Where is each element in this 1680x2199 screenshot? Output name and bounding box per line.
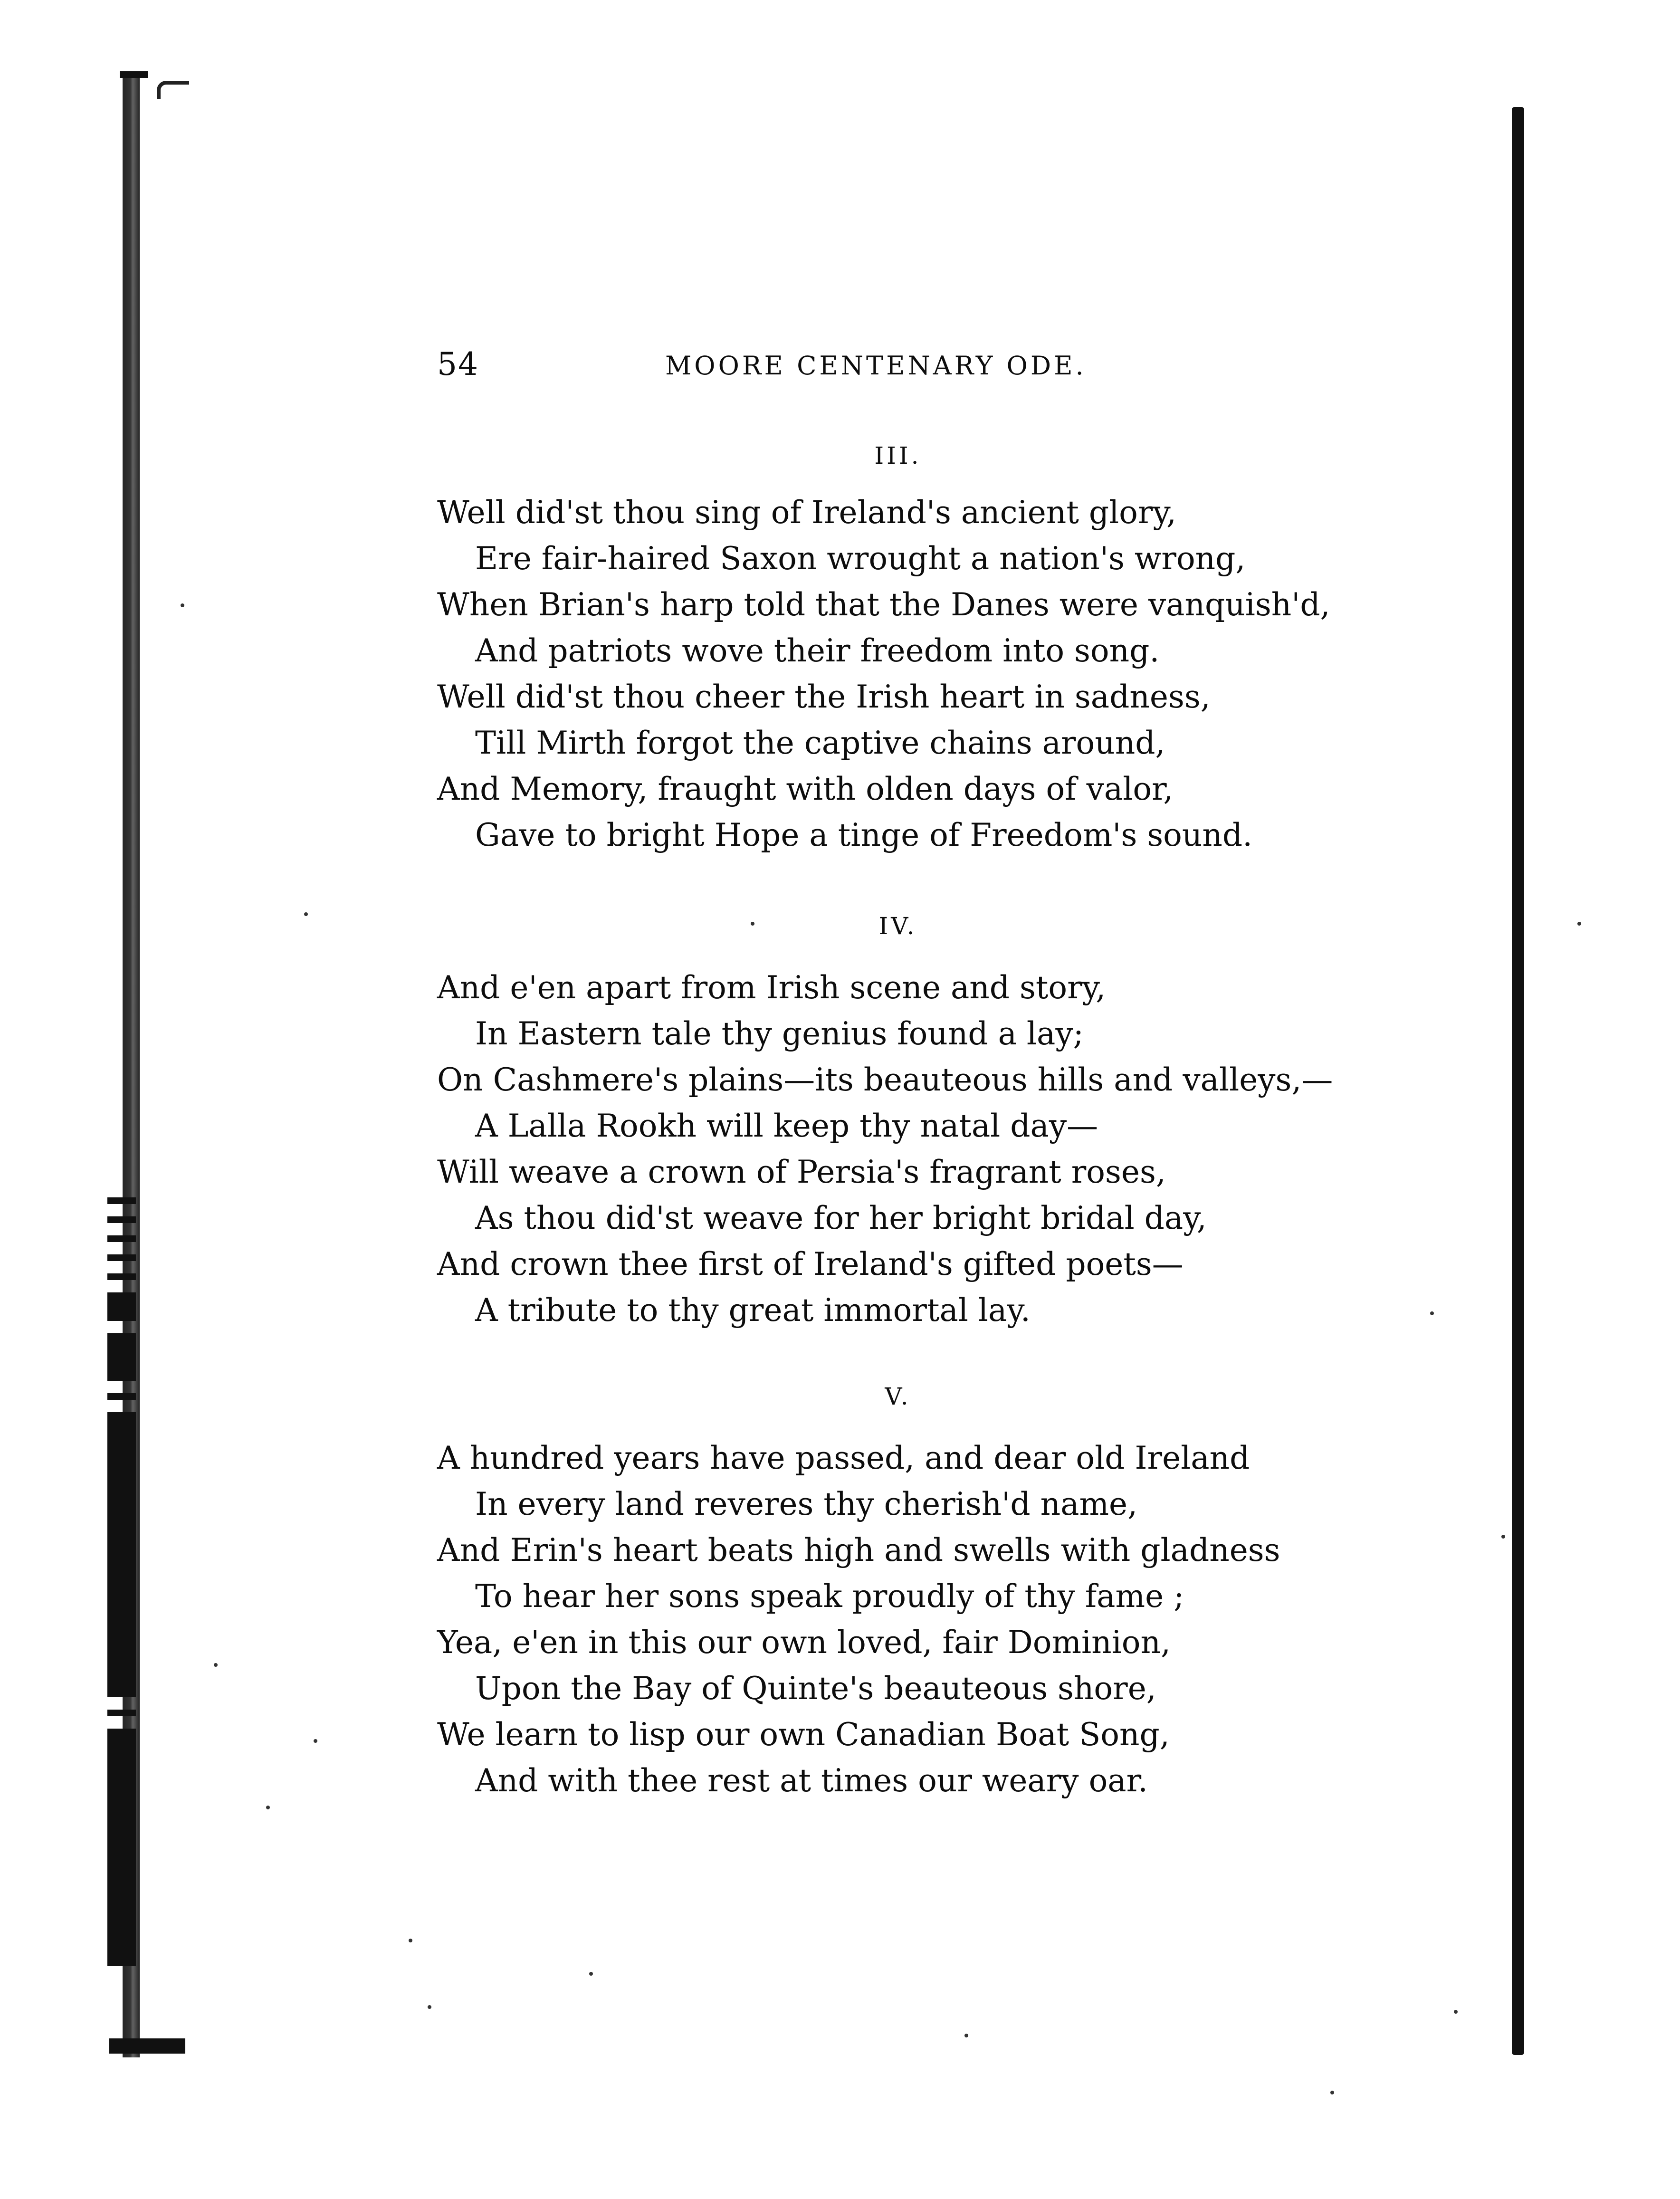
verse-line: And crown thee first of Ireland's gifted poets— [437,1246,1184,1282]
scan-speck [1430,1311,1434,1315]
verse-line: We learn to lisp our own Canadian Boat Song, [437,1716,1170,1753]
verse-line: On Cashmere's plains—its beauteous hills and valleys,— [437,1061,1333,1098]
scan-speck [181,603,184,607]
verse-line: In Eastern tale thy genius found a lay; [475,1015,1084,1052]
stanza-lines [437,965,1333,1333]
page-number: 54 [437,346,479,382]
scan-speck [1454,2010,1458,2014]
scan-speck [409,1939,412,1942]
verse-line: Ere fair-haired Saxon wrought a nation's wrong, [475,540,1246,577]
stanza-number: III. [874,442,922,469]
scan-edge-left-cap [120,71,148,78]
stanza-lines [437,489,1330,858]
stanza-number: IV. [878,912,917,940]
scan-speck [1577,922,1581,926]
scan-speck [214,1663,218,1667]
verse-line: As thou did'st weave for her bright bridal day, [475,1200,1207,1236]
scan-edge-marks [107,1197,136,1979]
running-head [437,343,1131,386]
verse-line: Yea, e'en in this our own loved, fair Dominion, [437,1624,1171,1661]
scan-speck [304,912,308,916]
verse-line: When Brian's harp told that the Danes were vanquish'd, [437,586,1330,623]
scan-edge-left-hook [157,81,189,99]
scan-speck [428,2005,431,2009]
verse-line: And Memory, fraught with olden days of valor, [437,771,1174,807]
scan-edge-left-foot [109,2038,185,2054]
verse-line: Gave to bright Hope a tinge of Freedom's sound. [475,817,1253,853]
verse-line: And Erin's heart beats high and swells with gladness [437,1532,1280,1568]
verse-line: Upon the Bay of Quinte's beauteous shore, [475,1670,1156,1707]
verse-line: Well did'st thou sing of Ireland's ancient glory, [437,494,1176,531]
scan-speck [266,1806,270,1809]
scan-speck [1330,2091,1334,2094]
verse-line: A Lalla Rookh will keep thy natal day— [475,1108,1098,1144]
verse-line: Well did'st thou cheer the Irish heart in sadness, [437,679,1211,715]
verse-line: And patriots wove their freedom into song. [475,632,1160,669]
verse-line: In every land reveres thy cherish'd name, [475,1486,1138,1522]
verse-line: A tribute to thy great immortal lay. [475,1292,1031,1329]
verse-line: To hear her sons speak proudly of thy fame ; [475,1578,1184,1615]
scan-edge-right [1512,107,1524,2055]
scan-speck [314,1739,317,1743]
verse-line: Till Mirth forgot the captive chains around, [475,725,1165,761]
verse-line: And e'en apart from Irish scene and story, [437,969,1106,1006]
verse-line: A hundred years have passed, and dear old Ireland [437,1440,1250,1476]
stanza-lines [437,1435,1280,1804]
verse-line: Will weave a crown of Persia's fragrant roses, [437,1154,1166,1190]
stanza-number: V. [885,1383,911,1410]
scan-speck [589,1972,593,1976]
running-title: MOORE CENTENARY ODE. [665,351,1087,381]
scan-speck [964,2034,968,2037]
verse-line: And with thee rest at times our weary oar. [475,1762,1148,1799]
scan-speck [1501,1535,1505,1539]
